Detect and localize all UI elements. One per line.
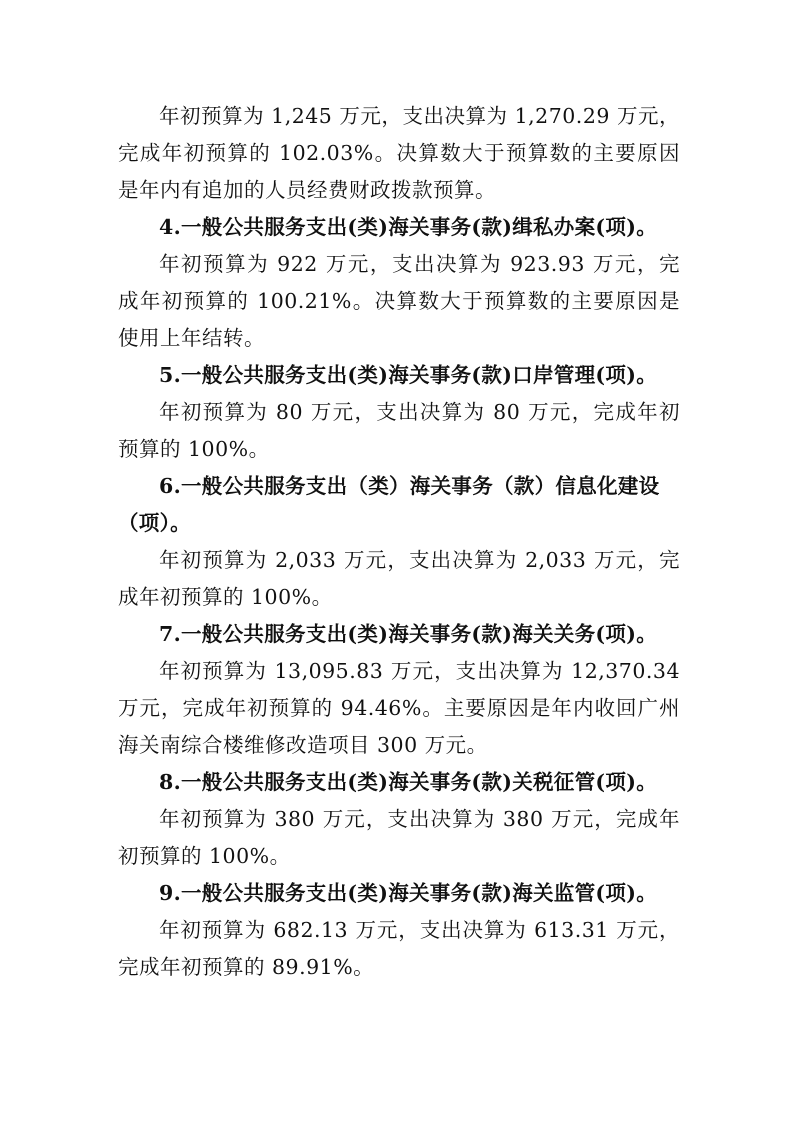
section-heading: 9.一般公共服务支出(类)海关事务(款)海关监管(项)。: [159, 881, 657, 905]
section-paragraph: 年初预算为 13,095.83 万元，支出决算为 12,370.34 万元，完成年初预算的 94.46%。主要原因是年内收回广州海关南综合楼维修改造项目 300 万元。: [118, 659, 680, 757]
section-paragraph: 年初预算为 2,033 万元，支出决算为 2,033 万元，完成年初预算的 100%。: [118, 548, 680, 609]
section-4: [118, 209, 680, 357]
section-heading: 5.一般公共服务支出(类)海关事务(款)口岸管理(项)。: [159, 363, 657, 387]
section-8: [118, 764, 680, 875]
section-9: [118, 875, 680, 986]
section-paragraph: 年初预算为 1,245 万元，支出决算为 1,270.29 万元，完成年初预算的 102.03%。决算数大于预算数的主要原因是年内有追加的人员经费财政拨款预算。: [118, 104, 680, 202]
section-paragraph: 年初预算为 682.13 万元，支出决算为 613.31 万元，完成年初预算的 89.91%。: [118, 918, 680, 979]
section-5: [118, 357, 680, 468]
section-7: [118, 616, 680, 764]
section-heading: 7.一般公共服务支出(类)海关事务(款)海关关务(项)。: [159, 622, 657, 646]
section-3-continuation: [118, 98, 680, 209]
section-heading: 6.一般公共服务支出（类）海关事务（款）信息化建设（项）。: [118, 474, 660, 535]
section-heading: 8.一般公共服务支出(类)海关事务(款)关税征管(项)。: [159, 770, 657, 794]
section-paragraph: 年初预算为 922 万元，支出决算为 923.93 万元，完成年初预算的 100.21%。决算数大于预算数的主要原因是使用上年结转。: [118, 252, 680, 350]
section-heading: 4.一般公共服务支出(类)海关事务(款)缉私办案(项)。: [159, 215, 657, 239]
section-paragraph: 年初预算为 80 万元，支出决算为 80 万元，完成年初预算的 100%。: [118, 400, 680, 461]
section-6: [118, 468, 680, 616]
section-paragraph: 年初预算为 380 万元，支出决算为 380 万元，完成年初预算的 100%。: [118, 807, 680, 868]
document-body: [118, 98, 680, 986]
